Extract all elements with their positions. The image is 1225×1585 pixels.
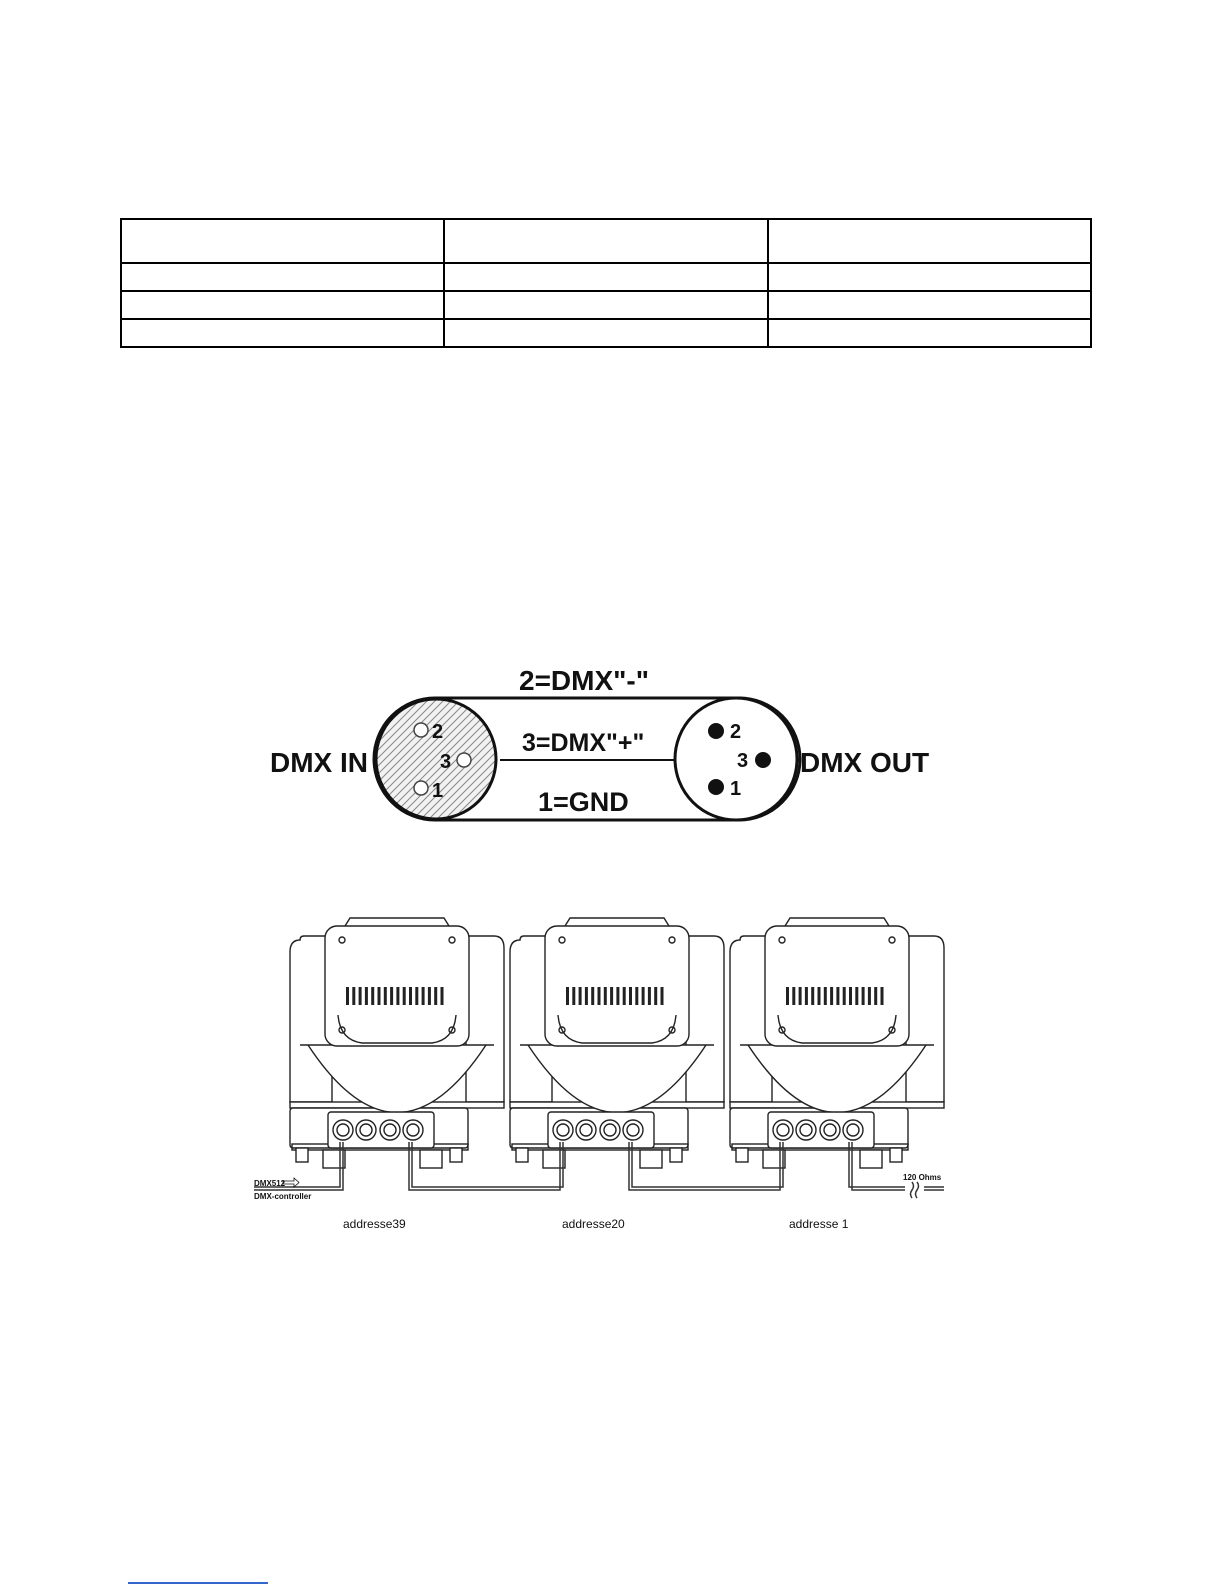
dmx-connector-diagram	[270, 665, 929, 820]
vent-slot	[352, 987, 355, 1005]
foot	[670, 1148, 682, 1162]
footer-rule	[128, 1582, 268, 1584]
vent-slot	[849, 987, 852, 1005]
vent-slot	[598, 987, 601, 1005]
pin-3-label: 3	[440, 751, 452, 773]
vent-slot	[830, 987, 833, 1005]
head-face	[545, 926, 689, 1046]
pin-dot	[708, 779, 724, 795]
vent-slot	[855, 987, 858, 1005]
yoke-arm	[906, 936, 944, 1102]
vent-slot	[403, 987, 406, 1005]
head-handle	[785, 918, 889, 926]
pin-1-label: 1	[730, 778, 742, 800]
vent-slot	[415, 987, 418, 1005]
vent-slot	[434, 987, 437, 1005]
vent-slot	[843, 987, 846, 1005]
foot	[890, 1148, 902, 1162]
dmx-out-connector	[675, 698, 797, 820]
dmx-chain-diagram	[254, 918, 944, 1231]
vent-slot	[616, 987, 619, 1005]
vent-slot	[591, 987, 594, 1005]
moving-head-fixture	[730, 918, 944, 1168]
arrow-icon	[283, 1178, 299, 1187]
vent-slot	[384, 987, 387, 1005]
dmx-out-label: DMX OUT	[800, 747, 930, 778]
pin-dot	[755, 752, 771, 768]
head-face	[765, 926, 909, 1046]
fixture-address-label: addresse20	[562, 1217, 625, 1231]
pin-hole	[457, 753, 471, 767]
vent-slot	[635, 987, 638, 1005]
foot	[860, 1150, 882, 1168]
vent-slot	[805, 987, 808, 1005]
vent-slot	[359, 987, 362, 1005]
vent-slot	[585, 987, 588, 1005]
moving-head-fixture	[510, 918, 724, 1168]
pin-2-label: 2	[432, 721, 444, 743]
foot	[296, 1148, 308, 1162]
vent-slot	[346, 987, 349, 1005]
pin-1-label: 1	[432, 780, 444, 802]
vent-slot	[654, 987, 657, 1005]
fixtures-group	[290, 918, 944, 1168]
pin-dot	[708, 723, 724, 739]
vent-slot	[623, 987, 626, 1005]
foot	[323, 1150, 345, 1168]
vent-slot	[818, 987, 821, 1005]
vent-slot	[661, 987, 664, 1005]
head-handle	[565, 918, 669, 926]
dmx-in-label: DMX IN	[270, 747, 368, 778]
cable-break-icon	[911, 1182, 919, 1198]
vent-slot	[881, 987, 884, 1005]
vent-slot	[792, 987, 795, 1005]
vent-slot	[428, 987, 431, 1005]
connector-panel	[768, 1112, 874, 1148]
vent-slot	[610, 987, 613, 1005]
moving-head-fixture	[290, 918, 504, 1168]
controller-label: DMX-controller	[254, 1192, 312, 1201]
wire-label-bot: 1=GND	[538, 787, 629, 817]
connector-panel	[548, 1112, 654, 1148]
vent-slot	[786, 987, 789, 1005]
vent-slot	[409, 987, 412, 1005]
vent-slot	[566, 987, 569, 1005]
vent-slot	[799, 987, 802, 1005]
pin-3-label: 3	[737, 750, 749, 772]
vent-slot	[811, 987, 814, 1005]
head-handle	[345, 918, 449, 926]
pin-hole	[414, 781, 428, 795]
wire-label-top: 2=DMX"-"	[519, 665, 650, 696]
terminator-label: 120 Ohms	[903, 1173, 942, 1182]
vent-slot	[604, 987, 607, 1005]
vent-slot	[648, 987, 651, 1005]
head-face	[325, 926, 469, 1046]
foot	[450, 1148, 462, 1162]
vent-slot	[378, 987, 381, 1005]
vent-slot	[572, 987, 575, 1005]
foot	[640, 1150, 662, 1168]
pin-hole	[414, 723, 428, 737]
vent-slot	[862, 987, 865, 1005]
foot	[516, 1148, 528, 1162]
vent-slot	[371, 987, 374, 1005]
vent-slot	[390, 987, 393, 1005]
fixture-address-label: addresse39	[343, 1217, 406, 1231]
vent-slot	[824, 987, 827, 1005]
foot	[763, 1150, 785, 1168]
foot	[736, 1148, 748, 1162]
vent-slot	[836, 987, 839, 1005]
foot	[420, 1150, 442, 1168]
dmx512-label: DMX512	[254, 1179, 286, 1188]
vent-slot	[629, 987, 632, 1005]
vent-slot	[365, 987, 368, 1005]
connector-panel	[328, 1112, 434, 1148]
vent-slot	[422, 987, 425, 1005]
pin-2-label: 2	[730, 721, 742, 743]
wire-label-mid: 3=DMX"+"	[522, 729, 645, 757]
vent-slot	[642, 987, 645, 1005]
vent-slot	[868, 987, 871, 1005]
foot	[543, 1150, 565, 1168]
yoke-arm	[466, 936, 504, 1102]
fixture-address-label: addresse 1	[789, 1217, 849, 1231]
vent-slot	[579, 987, 582, 1005]
vent-slot	[874, 987, 877, 1005]
vent-slot	[396, 987, 399, 1005]
vent-slot	[441, 987, 444, 1005]
yoke-arm	[686, 936, 724, 1102]
